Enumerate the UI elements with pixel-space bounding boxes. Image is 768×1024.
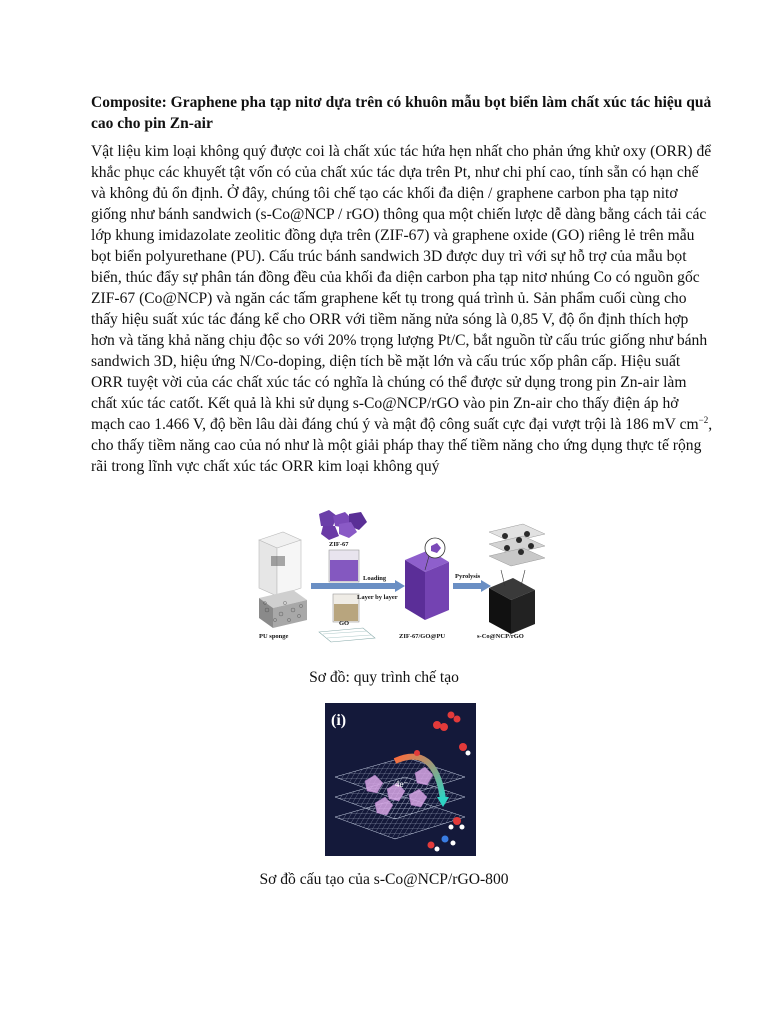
fig1-label-zifgo: ZIF-67/GO@PU <box>399 633 446 640</box>
fabrication-scheme-figure <box>253 510 550 658</box>
abstract-superscript: −2 <box>698 414 709 425</box>
abstract-paragraph <box>91 141 713 477</box>
fig1-label-pu: PU sponge <box>259 633 289 640</box>
fig1-label-pyrolysis: Pyrolysis <box>455 573 481 580</box>
go-beaker-icon <box>333 594 359 622</box>
fig2-panel-label: (i) <box>331 712 347 729</box>
sandwich-layers-illustration <box>489 524 545 566</box>
document-title: Composite: Graphene pha tạp nitơ dựa trên có khuôn mẫu bọt biển làm chất xúc tác hiệu quả cao cho pin Zn-air <box>91 94 712 132</box>
fig1-label-loading: Loading <box>363 575 387 582</box>
figure1-caption: Sơ đồ: quy trình chế tạo <box>309 669 459 686</box>
fig2-electron-label: 4e⁻ <box>395 779 409 789</box>
abstract-text-main: Vật liệu kim loại không quý được coi là chất xúc tác hứa hẹn nhất cho phản ứng khử oxy (ORR) để khắc phục các khuyết tật vốn có của chất xúc tác dựa trên Pt, như chi phí cao, tính sẵn có hạn chế và không đủ ổn định. Ở đây, chúng tôi chế tạo các khối đa diện / graphene carbon pha tạp nitơ giống như bánh sandwich (s-Co@NCP / rGO) thông qua một chiến lược dễ dàng bằng cách tải các lớp khung imidazolate zeolitic đồng dựa trên (ZIF-67) và graphene oxide (GO) riêng lẻ trên mẫu bọt biển polyurethane (PU). Cấu trúc bánh sandwich 3D được duy trì với sự hỗ trợ của mẫu bọt biển, thúc đẩy sự phân tán đồng đều của khối đa diện carbon pha tạp nitơ nhúng Co có nguồn gốc ZIF-67 (Co@NCP) và ngăn các tấm graphene kết tụ trong quá trình ủ. Sản phẩm cuối cùng cho thấy hiệu suất xúc tác đáng kể cho ORR với tiềm năng nửa sóng là 0,85 V, độ ổn định thích hợp hơn và tăng khả năng chịu độc so với 20% trọng lượng Pt/C, bắt nguồn từ cấu trúc giống như bánh sandwich 3D, hiệu ứng N/Co-doping, diện tích bề mặt lớn và cấu trúc xốp phân cấp. Hiệu suất ORR tuyệt vời của các chất xúc tác có nghĩa là chúng có thể được sử dụng trong pin Zn-air làm chất xúc tác catốt. Kết quả là khi sử dụng s-Co@NCP/rGO vào pin Zn-air cho thấy điện áp hở mạch cao 1.466 V, độ bền lâu dài đáng chú ý và mật độ công suất cực đại vượt trội là 186 mV cm <box>91 143 712 433</box>
fig1-label-layer: Layer by layer <box>357 594 398 601</box>
structure-schematic-figure <box>325 703 476 856</box>
fig1-label-zif67: ZIF-67 <box>329 541 349 548</box>
figure2-caption: Sơ đồ cấu tạo của s-Co@NCP/rGO-800 <box>259 871 509 888</box>
document-body <box>91 92 713 477</box>
fig1-label-product: s-Co@NCP/rGO <box>477 633 524 640</box>
abstract-text-tail: , cho thấy tiềm năng cao của nó như là một giải pháp thay thế tiềm năng cho ứng dụng thực tế rộng rãi trong lĩnh vực chất xúc tác ORR kim loại không quý <box>91 416 713 475</box>
pu-sponge-illustration <box>259 532 301 596</box>
zif67-beaker-icon <box>329 550 359 582</box>
fig1-label-go: GO <box>339 620 350 627</box>
